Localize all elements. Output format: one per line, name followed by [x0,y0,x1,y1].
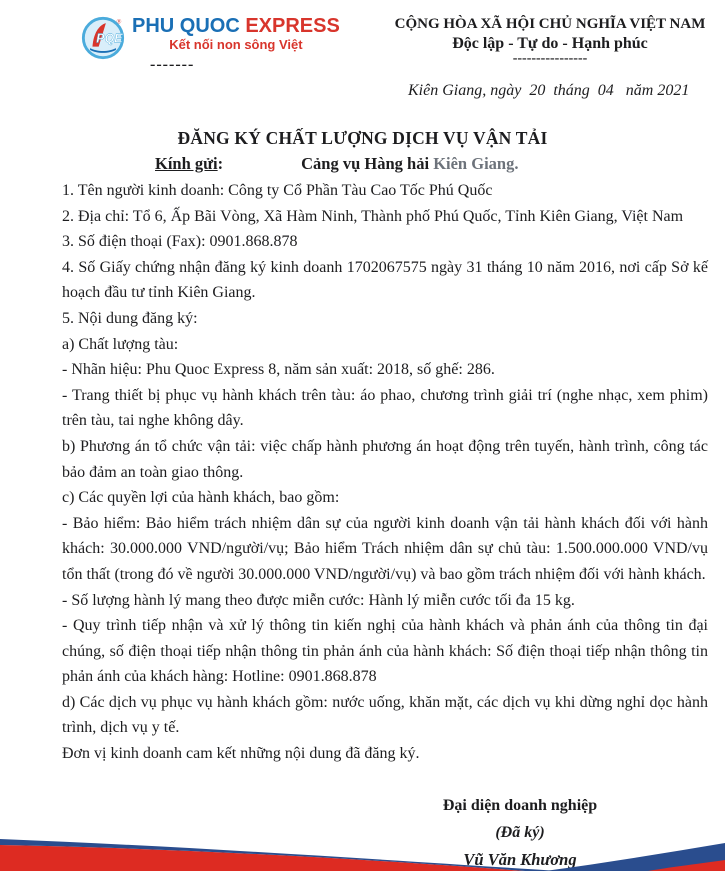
body-paragraph: 5. Nội dung đăng ký: [62,309,198,327]
body-paragraph: 1. Tên người kinh doanh: Công ty Cổ Phần Tàu Cao Tốc Phú Quốc [62,182,493,199]
body-paragraph: - Quy trình tiếp nhận và xử lý thông tin kiến nghị của hành khách và phản ánh của thông tin đại chúng, số điện thoại tiếp nhận thông tin phản ánh của hành khách: Số điện thoại tiếp nhận thông tin phản ánh của khách hàng: Hotline: 0901.868.878 [62,617,708,686]
national-title: CỘNG HÒA XÃ HỘI CHỦ NGHĨA VIỆT NAM [394,16,706,32]
body-paragraph: - Trang thiết bị phục vụ hành khách trên tàu: áo phao, chương trình giải trí (nghe nhạc, xem phim) trên tàu, tai nghe không dây. [62,386,708,430]
document-body [62,178,708,767]
body-paragraph: b) Phương án tổ chức vận tải: việc chấp hành phương án hoạt động trên tuyến, hành trình, công tác bảo đảm an toàn giao thông. [62,437,708,481]
signature-role: Đại diện doanh nghiệp [442,797,598,814]
motto-separator-dashes: ---------------- [512,51,588,66]
body-paragraph: 4. Số Giấy chứng nhận đăng ký kinh doanh 1702067575 ngày 31 tháng 10 năm 2016, nơi cấp Sở kế hoạch đầu tư tỉnh Kiên Giang. [62,258,708,302]
body-paragraph: d) Các dịch vụ phục vụ hành khách gồm: nước uống, khăn mặt, các dịch vụ khi dừng nghỉ dọc hành trình, dịch vụ y tế. [62,693,708,737]
logo-separator-dashes: ------- [150,56,195,73]
logo-text [132,15,340,52]
body-paragraph: Đơn vị kinh doanh cam kết những nội dung đã đăng ký. [62,745,420,763]
body-paragraph: - Số lượng hành lý mang theo được miễn cước: Hành lý miễn cước tối đa 15 kg. [62,591,575,609]
body-paragraph: - Bảo hiểm: Bảo hiểm trách nhiệm dân sự của người kinh doanh vận tải hành khách đối với hành khách: 30.000.000 VND/người/vụ; Bảo hiểm Trách nhiệm dân sự chủ tàu: 1.500.000.000 VND/vụ tổn thất (trong đó về người 30.000.000 VND/người/vụ) và bao gồm trách nhiệm đối với hành khách. [62,514,708,583]
date-line: Kiên Giang, ngày 20 tháng 04 năm 2021 [408,82,690,99]
body-paragraph: 3. Số điện thoại (Fax): 0901.868.878 [62,233,298,251]
salutation-recipient: Cảng vụ Hàng hải [301,154,434,173]
footer-red-wave-left [0,845,525,871]
salutation-label: Kính gửi [155,154,218,173]
salutation-colon: : [217,154,224,173]
national-motto: Độc lập - Tự do - Hạnh phúc [452,35,648,52]
logo-tagline: Kết nối non sông Việt [169,37,303,52]
company-logo-icon [80,15,126,61]
logo-brand-part1: PHU QUOC [132,15,246,37]
logo-mark-letters: PQE [96,31,123,46]
body-paragraph: 2. Địa chỉ: Tổ 6, Ấp Bãi Vòng, Xã Hàm Ninh, Thành phố Phú Quốc, Tỉnh Kiên Giang, Việt Nam [62,207,684,225]
national-header [383,14,717,64]
body-paragraph: c) Các quyền lợi của hành khách, bao gồm: [62,489,340,507]
body-paragraph: a) Chất lượng tàu: [62,335,179,353]
document-title: ĐĂNG KÝ CHẤT LƯỢNG DỊCH VỤ VẬN TẢI [177,128,548,148]
logo-brand-name [132,15,340,37]
body-paragraph: - Nhãn hiệu: Phu Quoc Express 8, năm sản xuất: 2018, số ghế: 286. [62,361,495,379]
company-logo [80,15,340,61]
signature-name: Vũ Văn Khương [463,850,577,869]
footer-wave-decoration [0,829,725,871]
signature-signed-note: (Đã ký) [495,824,545,841]
salutation-line [155,154,518,174]
logo-brand-part2: EXPRESS [245,15,340,37]
registered-mark-icon: ® [116,18,122,26]
salutation-recipient-location: Kiên Giang. [433,154,519,173]
